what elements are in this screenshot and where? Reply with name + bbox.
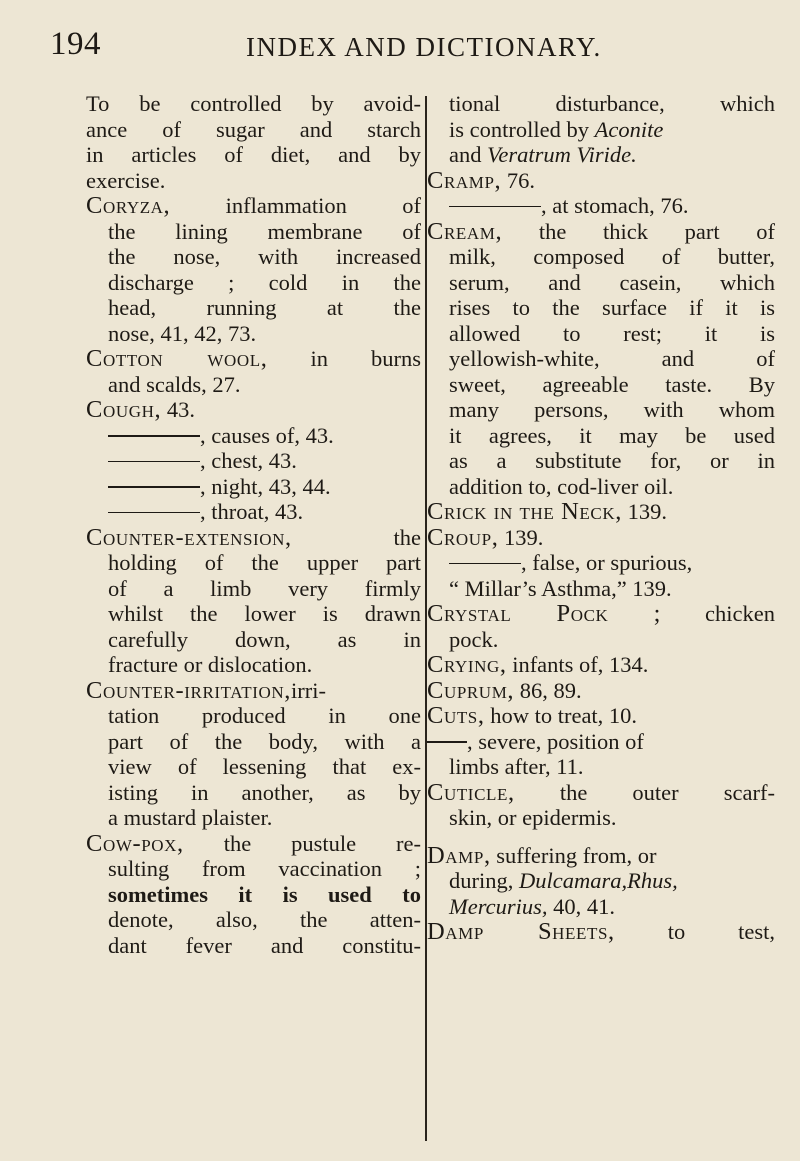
entry-text: infants of, 134. [512,652,649,677]
entry-line: a mustard plaister. [108,805,273,830]
entry-line: sulting from vaccination ; [108,856,421,881]
entry-line: view of lessening that ex- [108,754,421,779]
entry-text: suffering from, or [496,842,657,868]
headword: Cuprum, [427,676,515,704]
remedy-name: Dulcamara,Rhus, [519,868,678,893]
entry-line [427,142,775,168]
headword: Cow-pox, [86,829,184,857]
entry-line: tation produced in one [108,703,421,728]
entry-line: and scalds, 27. [108,371,241,397]
right-column [427,91,775,945]
entry-text: , night, 43, 44. [200,473,331,499]
entry-line: rises to the surface if it is [449,295,775,320]
sub-entry [86,499,421,525]
sub-entry [427,550,775,576]
entry-text: in burns [310,346,421,371]
entry-line: sometimes it is used to [108,881,421,907]
entry-text: , throat, 43. [200,499,304,524]
entry-line: of a limb very firmly [108,575,421,601]
ditto-dash [108,512,200,514]
entry-crying [427,652,775,678]
ditto-dash [108,461,200,463]
entry-line: denote, also, the atten- [108,907,421,932]
entry-line: as a substitute for, or in [449,448,775,473]
entry-text: is controlled by [449,116,595,142]
ditto-dash [427,741,467,743]
entry-text: the outer scarf- [559,779,775,805]
remedy-name: Veratrum Viride. [487,142,637,167]
entry-line: isting in another, as by [108,779,421,805]
entry-text: chicken [705,601,775,626]
ditto-dash [449,206,541,208]
entry-line: sweet, agreeable taste. By [449,371,775,397]
entry-cuts [427,703,775,729]
entry-crystal-pock [427,601,775,627]
entry-text: , severe, position of [467,728,644,754]
entry-coryza [86,193,421,219]
left-column [86,91,421,958]
entry-cow-pox [86,831,421,857]
remedy-name: Aconite [594,116,664,142]
headword: Croup, [427,523,499,551]
entry-line [427,868,775,894]
entry-line [427,117,775,143]
headword: Cough, [86,396,162,423]
entry-line: the lining membrane of [108,218,421,244]
headword: Crick in the Neck, [427,498,622,525]
sub-entry [86,474,421,500]
entry-line [427,894,775,920]
entry-line: “ Millar’s Asthma,” 139. [449,575,672,601]
headword: Crystal Pock ; [427,600,661,627]
headword: Cuts, [427,702,485,729]
entry-text: during, [449,868,519,893]
entry-line: the nose, with increased [108,244,421,269]
entry-cuprum [427,678,775,704]
entry-text: irri- [290,677,326,703]
entry-text: the pustule re- [223,830,421,856]
entry-line: whilst the lower is drawn [108,601,421,626]
entry-text: 139. [627,499,667,524]
entry-line: head, running at the [108,295,421,320]
page-header [0,26,800,66]
running-head: INDEX AND DICTIONARY. [246,32,602,62]
entry-text: the [393,524,421,550]
sub-entry [427,729,775,755]
entry-cough [86,397,421,423]
entry-text: , causes of, 43. [200,422,334,448]
ditto-dash [108,435,200,437]
entry-line: ance of sugar and starch [86,116,421,142]
entry-text: , false, or spurious, [521,550,693,575]
entry-text: 76. [506,167,536,193]
ditto-dash [449,563,521,565]
sub-entry [86,423,421,449]
sub-entry [427,193,775,219]
entry-text: , at stomach, 76. [541,193,689,218]
entry-line: fracture or dislocation. [108,652,313,677]
headword: Cotton wool, [86,345,268,372]
headword: Cuticle, [427,778,515,806]
entry-line: exercise. [86,167,166,193]
entry-text: 40, 41. [547,893,616,919]
entry-line: skin, or epidermis. [449,805,617,830]
headword: Coryza, [86,192,171,219]
sub-entry [86,448,421,474]
entry-text: and [449,142,488,167]
entry-line: discharge ; cold in the [108,269,421,295]
entry-line: dant fever and constitu- [108,932,421,958]
headword: Crying, [427,651,507,678]
entry-croup [427,525,775,551]
entry-damp-sheets [427,919,775,945]
entry-line: pock. [449,626,499,652]
entry-text: how to treat, 10. [490,703,638,728]
headword: Damp, [427,841,491,869]
headword: Cramp, [427,166,502,194]
headword: Counter-irritation, [86,676,291,704]
entry-cuticle [427,780,775,806]
entry-damp [427,843,775,869]
entry-text: the thick part of [538,218,776,244]
entry-text: inflammation of [225,193,422,218]
headword: Cream, [427,217,503,245]
remedy-name: Mercurius, [449,893,548,919]
entry-cream [427,219,775,245]
entry-text: to test, [667,919,776,944]
entry-cotton-wool [86,346,421,372]
page-number: 194 [50,26,101,62]
entry-line: To be controlled by avoid- [86,91,421,116]
entry-line: yellowish-white, and of [449,346,775,371]
entry-text: 86, 89. [519,677,582,703]
entry-line: milk, composed of butter, [449,244,775,269]
entry-text: , chest, 43. [200,448,297,473]
entry-line: addition to, cod-liver oil. [449,473,674,499]
entry-counter-irritation [86,678,421,704]
entry-line: carefully down, as in [108,626,421,652]
entry-cramp [427,168,775,194]
entry-text: 43. [166,397,195,422]
entry-text: 139. [504,524,544,550]
entry-line: limbs after, 11. [449,754,584,779]
entry-line: part of the body, with a [108,728,421,754]
entry-line: serum, and casein, which [449,269,775,295]
entry-counter-extension [86,525,421,551]
entry-line: allowed to rest; it is [449,320,775,346]
entry-line: holding of the upper part [108,550,421,575]
headword: Damp Sheets, [427,918,615,945]
ditto-dash [108,486,200,488]
entry-line: many persons, with whom [449,397,775,422]
entry-line: in articles of diet, and by [86,142,421,167]
entry-line: tional disturbance, which [449,91,775,116]
entry-line: nose, 41, 42, 73. [108,320,257,346]
headword: Counter-extension, [86,523,292,551]
entry-line: it agrees, it may be used [449,422,775,448]
entry-crick [427,499,775,525]
